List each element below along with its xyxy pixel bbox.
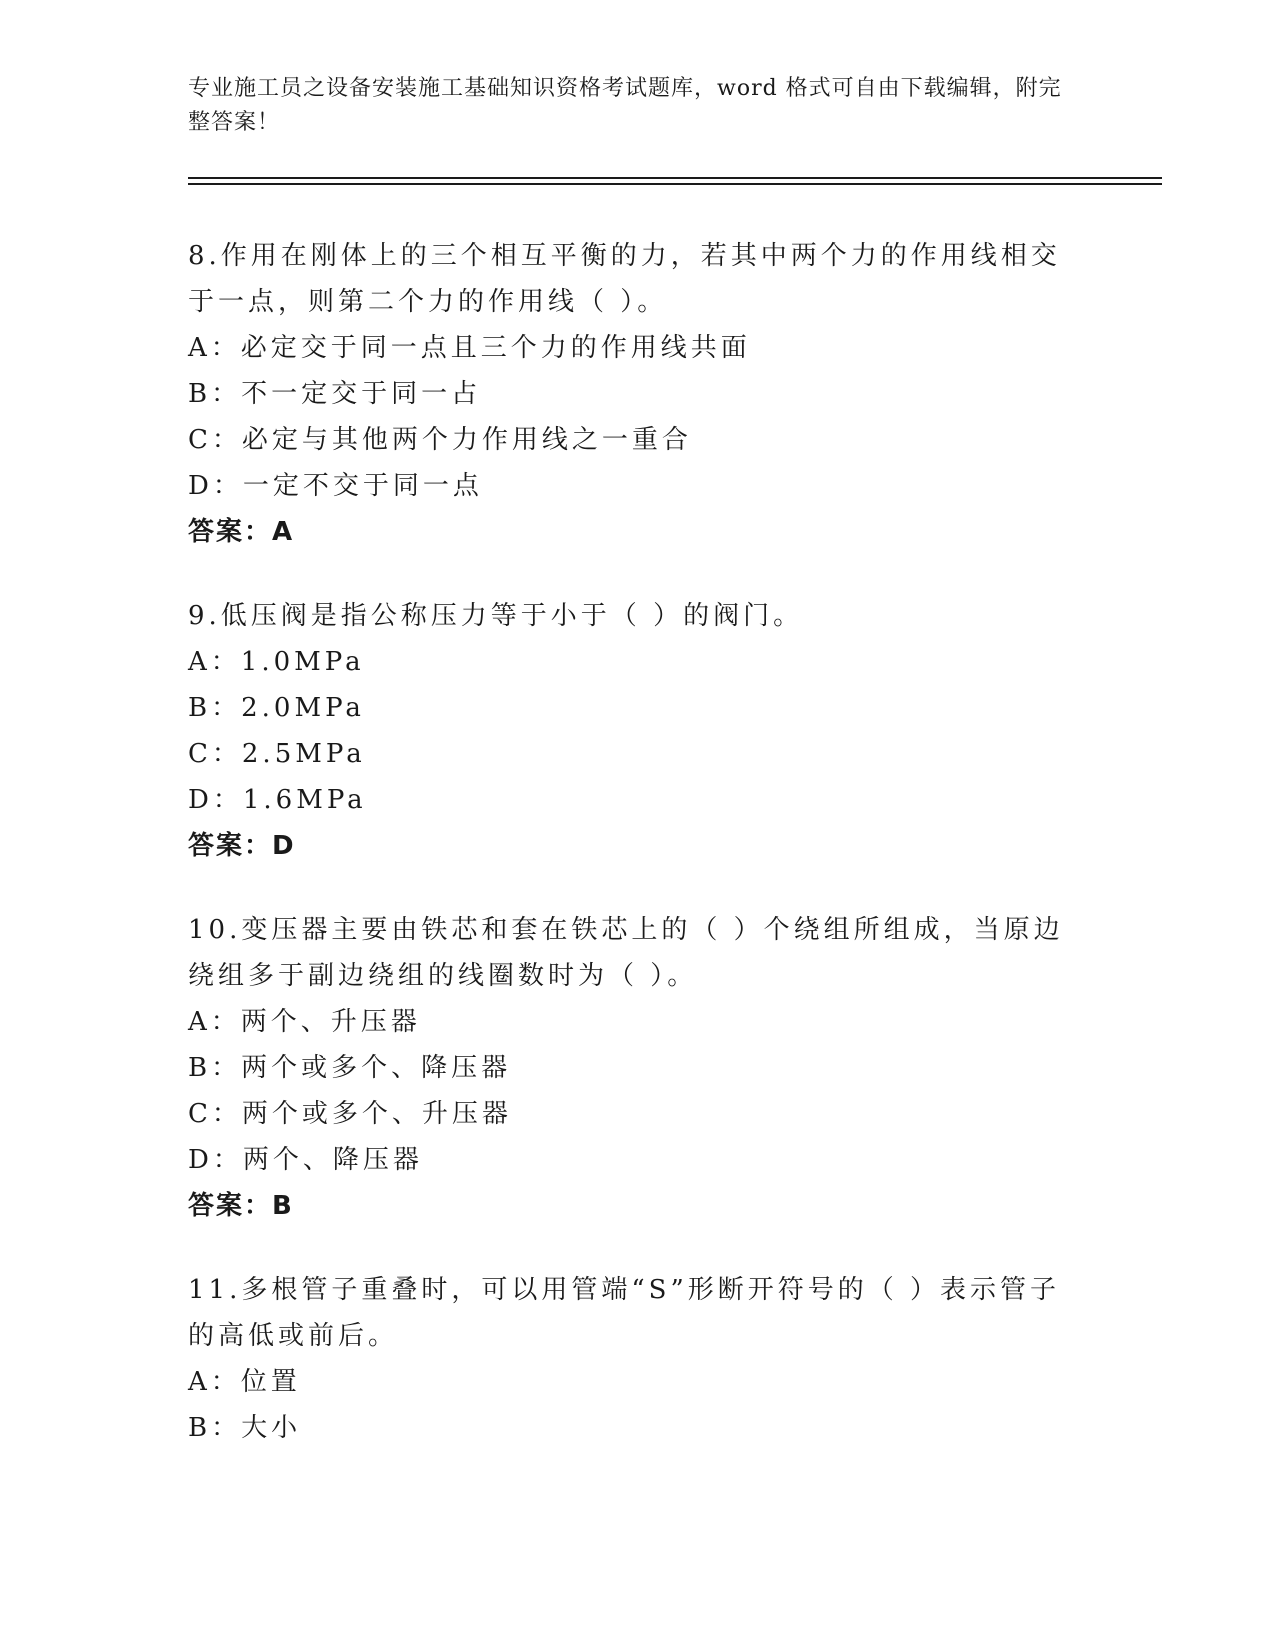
question-8 [188, 233, 1088, 555]
option-c: C：必定与其他两个力作用线之一重合 [188, 425, 692, 455]
option-d: D：两个、降压器 [188, 1145, 423, 1175]
option-b: B：大小 [188, 1413, 302, 1443]
question-stem: 10.变压器主要由铁芯和套在铁芯上的（ ）个绕组所组成，当原边绕组多于副边绕组的线圈数时为（ ）。 [188, 915, 1064, 991]
question-stem: 11.多根管子重叠时，可以用管端“S”形断开符号的（ ）表示管子的高低或前后。 [188, 1275, 1061, 1351]
option-d: D：一定不交于同一点 [188, 471, 483, 501]
option-b: B：两个或多个、降压器 [188, 1053, 512, 1083]
question-11 [188, 1267, 1088, 1451]
header-rule-top [188, 177, 1162, 179]
question-stem: 9.低压阀是指公称压力等于小于（ ）的阀门。 [188, 601, 804, 631]
option-d: D：1.6MPa [188, 785, 367, 815]
option-a: A：位置 [188, 1367, 301, 1397]
header-rule-bottom [188, 183, 1162, 185]
option-c: C：两个或多个、升压器 [188, 1099, 512, 1129]
option-c: C：2.5MPa [188, 739, 366, 769]
option-b: B：不一定交于同一占 [188, 379, 482, 409]
document-header: 专业施工员之设备安装施工基础知识资格考试题库，word 格式可自由下载编辑，附完整答案！ [188, 76, 1062, 135]
answer-line: 答案：B [188, 1191, 294, 1221]
option-a: A：必定交于同一点且三个力的作用线共面 [188, 333, 751, 363]
answer-line: 答案：A [188, 517, 295, 547]
option-a: A：两个、升压器 [188, 1007, 421, 1037]
question-9 [188, 593, 1088, 869]
option-b: B：2.0MPa [188, 693, 365, 723]
question-10 [188, 907, 1088, 1229]
question-list [188, 233, 1088, 1489]
question-stem: 8.作用在刚体上的三个相互平衡的力，若其中两个力的作用线相交于一点，则第二个力的作用线（ ）。 [188, 241, 1061, 317]
option-a: A：1.0MPa [188, 647, 365, 677]
answer-line: 答案：D [188, 831, 296, 861]
